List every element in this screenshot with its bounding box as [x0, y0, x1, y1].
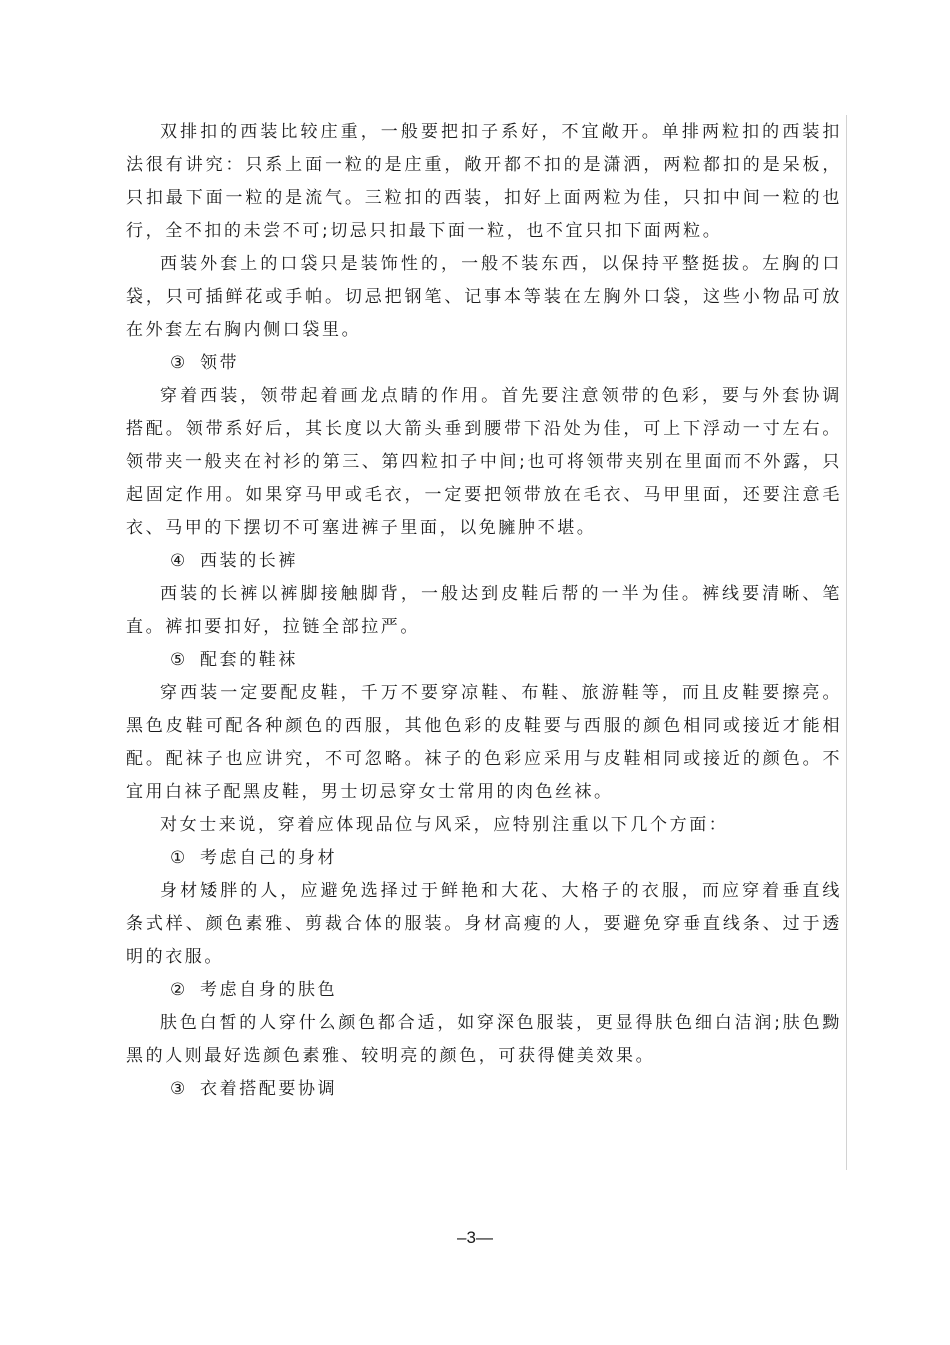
paragraph-tie: 穿着西装，领带起着画龙点睛的作用。首先要注意领带的色彩，要与外套协调搭配。领带系好后，其长度以大箭头垂到腰带下沿处为佳，可上下浮动一寸左右。领带夹一般夹在衬衫的第三、第四粒扣子中间;也可将领带夹别在里面而不外露，只起固定作用。如果穿马甲或毛衣，一定要把领带放在毛衣、马甲里面，还要注意毛衣、马甲的下摆切不可塞进裤子里面，以免臃肿不堪。	[126, 386, 842, 538]
paragraph-trousers: 西装的长裤以裤脚接触脚背，一般达到皮鞋后帮的一半为佳。裤线要清晰、笔直。裤扣要扣好，拉链全部拉严。	[126, 584, 842, 637]
heading-skin-tone	[126, 974, 842, 1007]
paragraph-women-intro: 对女士来说，穿着应体现品位与风采，应特别注重以下几个方面：	[160, 815, 729, 835]
page-number: –3—	[457, 1228, 493, 1247]
heading-number: ④	[170, 551, 186, 571]
paragraph-skin-tone: 肤色白皙的人穿什么颜色都合适，如穿深色服装，更显得肤色细白洁润;肤色黝黑的人则最好选颜色素雅、较明亮的颜色，可获得健美效果。	[126, 1013, 842, 1066]
heading-shoes-socks	[126, 644, 842, 677]
heading-trousers	[126, 545, 842, 578]
heading-tie	[126, 347, 842, 380]
heading-number: ⑤	[170, 650, 186, 670]
heading-body-shape	[126, 842, 842, 875]
heading-number: ③	[170, 1079, 186, 1099]
heading-number: ③	[170, 353, 186, 373]
paragraph-body-shape: 身材矮胖的人，应避免选择过于鲜艳和大花、大格子的衣服，而应穿着垂直线条式样、颜色素雅、剪裁合体的服装。身材高瘦的人，要避免穿垂直线条、过于透明的衣服。	[126, 881, 842, 967]
paragraph-shoes-socks: 穿西装一定要配皮鞋，千万不要穿凉鞋、布鞋、旅游鞋等，而且皮鞋要擦亮。黑色皮鞋可配各种颜色的西服，其他色彩的皮鞋要与西服的颜色相同或接近才能相配。配袜子也应讲究，不可忽略。袜子的色彩应采用与皮鞋相同或接近的颜色。不宜用白袜子配黑皮鞋，男士切忌穿女士常用的肉色丝袜。	[126, 683, 842, 802]
heading-text: 配套的鞋袜	[200, 650, 298, 670]
heading-coordination	[126, 1073, 842, 1106]
paragraph-pockets: 西装外套上的口袋只是装饰性的，一般不装东西，以保持平整挺拔。左胸的口袋，只可插鲜花或手帕。切忌把钢笔、记事本等装在左胸外口袋，这些小物品可放在外套左右胸内侧口袋里。	[126, 254, 842, 340]
heading-text: 领带	[200, 353, 240, 373]
paragraph-buttons: 双排扣的西装比较庄重，一般要把扣子系好，不宜敞开。单排两粒扣的西装扣法很有讲究：只系上面一粒的是庄重，敞开都不扣的是潇洒，两粒都扣的是呆板，只扣最下面一粒的是流气。三粒扣的西装，扣好上面两粒为佳，只扣中间一粒的也行，全不扣的未尝不可;切忌只扣最下面一粒，也不宜只扣下面两粒。	[126, 122, 842, 241]
heading-text: 西装的长裤	[200, 551, 298, 571]
heading-text: 考虑自身的肤色	[200, 980, 338, 1000]
heading-number: ②	[170, 980, 186, 1000]
document-body	[126, 116, 842, 1106]
heading-text: 考虑自己的身材	[200, 848, 338, 868]
heading-text: 衣着搭配要协调	[200, 1079, 338, 1099]
margin-rule	[846, 115, 847, 1170]
heading-number: ①	[170, 848, 186, 868]
